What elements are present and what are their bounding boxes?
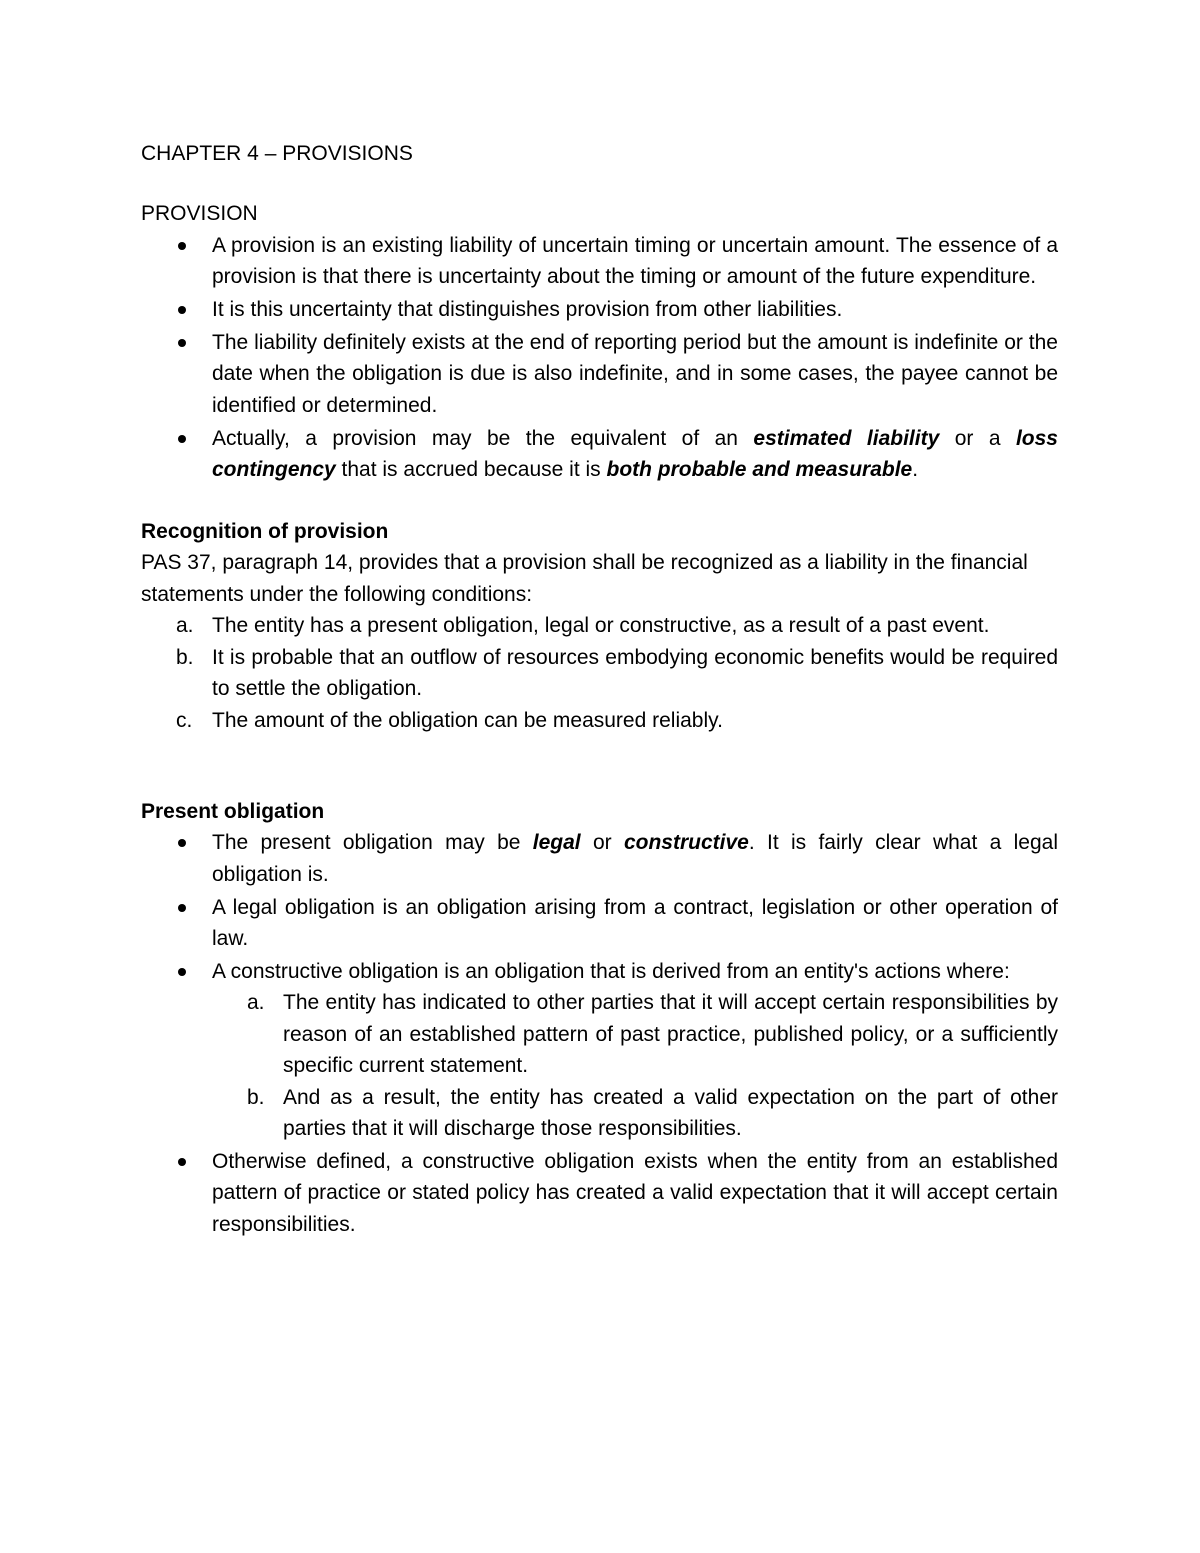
constructive-obligation-sublist xyxy=(212,987,1058,1144)
list-item xyxy=(212,1082,1058,1145)
list-item-text: It is probable that an outflow of resources embodying economic benefits would be required to settle the obligation. xyxy=(212,645,1058,701)
spacer xyxy=(141,487,1058,516)
document-content xyxy=(141,138,1058,1242)
bullet-text: Otherwise defined, a constructive obligation exists when the entity from an established pattern of practice or stated policy has created a valid expectation that it will accept certain responsibilities. xyxy=(212,1149,1058,1236)
list-marker: b. xyxy=(176,645,194,669)
bullet-text: A legal obligation is an obligation arising from a contract, legislation or other operation of law. xyxy=(212,895,1058,951)
list-item xyxy=(141,327,1058,421)
list-item xyxy=(141,705,1058,736)
list-item xyxy=(212,987,1058,1081)
bullet-icon xyxy=(178,968,186,976)
bullet-text: It is this uncertainty that distinguishes provision from other liabilities. xyxy=(212,298,843,322)
list-item xyxy=(141,827,1058,890)
bullet-text-part: . It is fairly clear what a legal obligation is. xyxy=(212,831,1058,886)
recognition-conditions-list xyxy=(141,610,1058,736)
spacer xyxy=(141,736,1058,796)
bullet-icon xyxy=(178,839,186,847)
recognition-intro: PAS 37, paragraph 14, provides that a provision shall be recognized as a liability in the financial statements under the following conditions: xyxy=(141,551,1028,606)
bullet-icon xyxy=(178,306,186,314)
list-item xyxy=(141,423,1058,486)
list-item xyxy=(141,892,1058,955)
list-item xyxy=(141,642,1058,705)
list-item-text: The entity has a present obligation, legal or constructive, as a result of a past event. xyxy=(212,614,990,638)
emphasis-loss-contingency: loss contingency xyxy=(212,426,1058,482)
section-heading-provision: PROVISION xyxy=(141,202,258,226)
list-marker: a. xyxy=(247,991,265,1015)
bullet-text: A constructive obligation is an obligation that is derived from an entity's actions where: xyxy=(212,959,1010,983)
bullet-text-part: or xyxy=(580,831,624,855)
list-item xyxy=(141,956,1058,1144)
bullet-icon xyxy=(178,1158,186,1166)
list-item xyxy=(141,1146,1058,1240)
bullet-text: The liability definitely exists at the end of reporting period but the amount is indefinite or the date when the obligation is due is also indefinite, and in some cases, the payee cannot be identified or determined. xyxy=(212,331,1058,417)
list-item-text: And as a result, the entity has created a valid expectation on the part of other parties that it will discharge those responsibilities. xyxy=(283,1085,1058,1140)
bullet-text-part: that is accrued because it is xyxy=(335,458,607,482)
bullet-text: A provision is an existing liability of uncertain timing or uncertain amount. The essence of a provision is that there is uncertainty about the timing or amount of the future expenditure. xyxy=(212,233,1058,289)
bullet-icon xyxy=(178,904,186,912)
list-item-text: The entity has indicated to other parties that it will accept certain responsibilities by reason of an established pattern of past practice, published policy, or a sufficiently specific current statement. xyxy=(283,991,1058,1078)
list-item xyxy=(141,230,1058,293)
emphasis-estimated-liability: estimated liability xyxy=(753,426,940,450)
provision-bullet-list xyxy=(141,230,1058,486)
bullet-text-part: The present obligation may be xyxy=(212,831,533,855)
bullet-icon xyxy=(178,339,186,347)
chapter-title: CHAPTER 4 – PROVISIONS xyxy=(141,142,413,165)
emphasis-probable-measurable: both probable and measurable xyxy=(606,458,913,482)
bullet-text-part: Actually, a provision may be the equivalent of an xyxy=(212,426,754,450)
section-heading-present-obligation: Present obligation xyxy=(141,799,325,823)
bullet-icon xyxy=(178,435,186,443)
list-marker: a. xyxy=(176,614,194,638)
bullet-icon xyxy=(178,242,186,250)
list-marker: b. xyxy=(247,1085,265,1109)
section-heading-recognition: Recognition of provision xyxy=(141,520,389,544)
list-item-text: The amount of the obligation can be measured reliably. xyxy=(212,708,723,732)
list-item xyxy=(141,610,1058,641)
bullet-text-part: or a xyxy=(939,426,1016,450)
present-obligation-bullet-list xyxy=(141,827,1058,1240)
emphasis-constructive: constructive xyxy=(623,831,749,855)
list-marker: c. xyxy=(176,708,193,732)
list-item xyxy=(141,294,1058,325)
emphasis-legal: legal xyxy=(532,831,581,855)
bullet-text-part: . xyxy=(912,458,919,482)
